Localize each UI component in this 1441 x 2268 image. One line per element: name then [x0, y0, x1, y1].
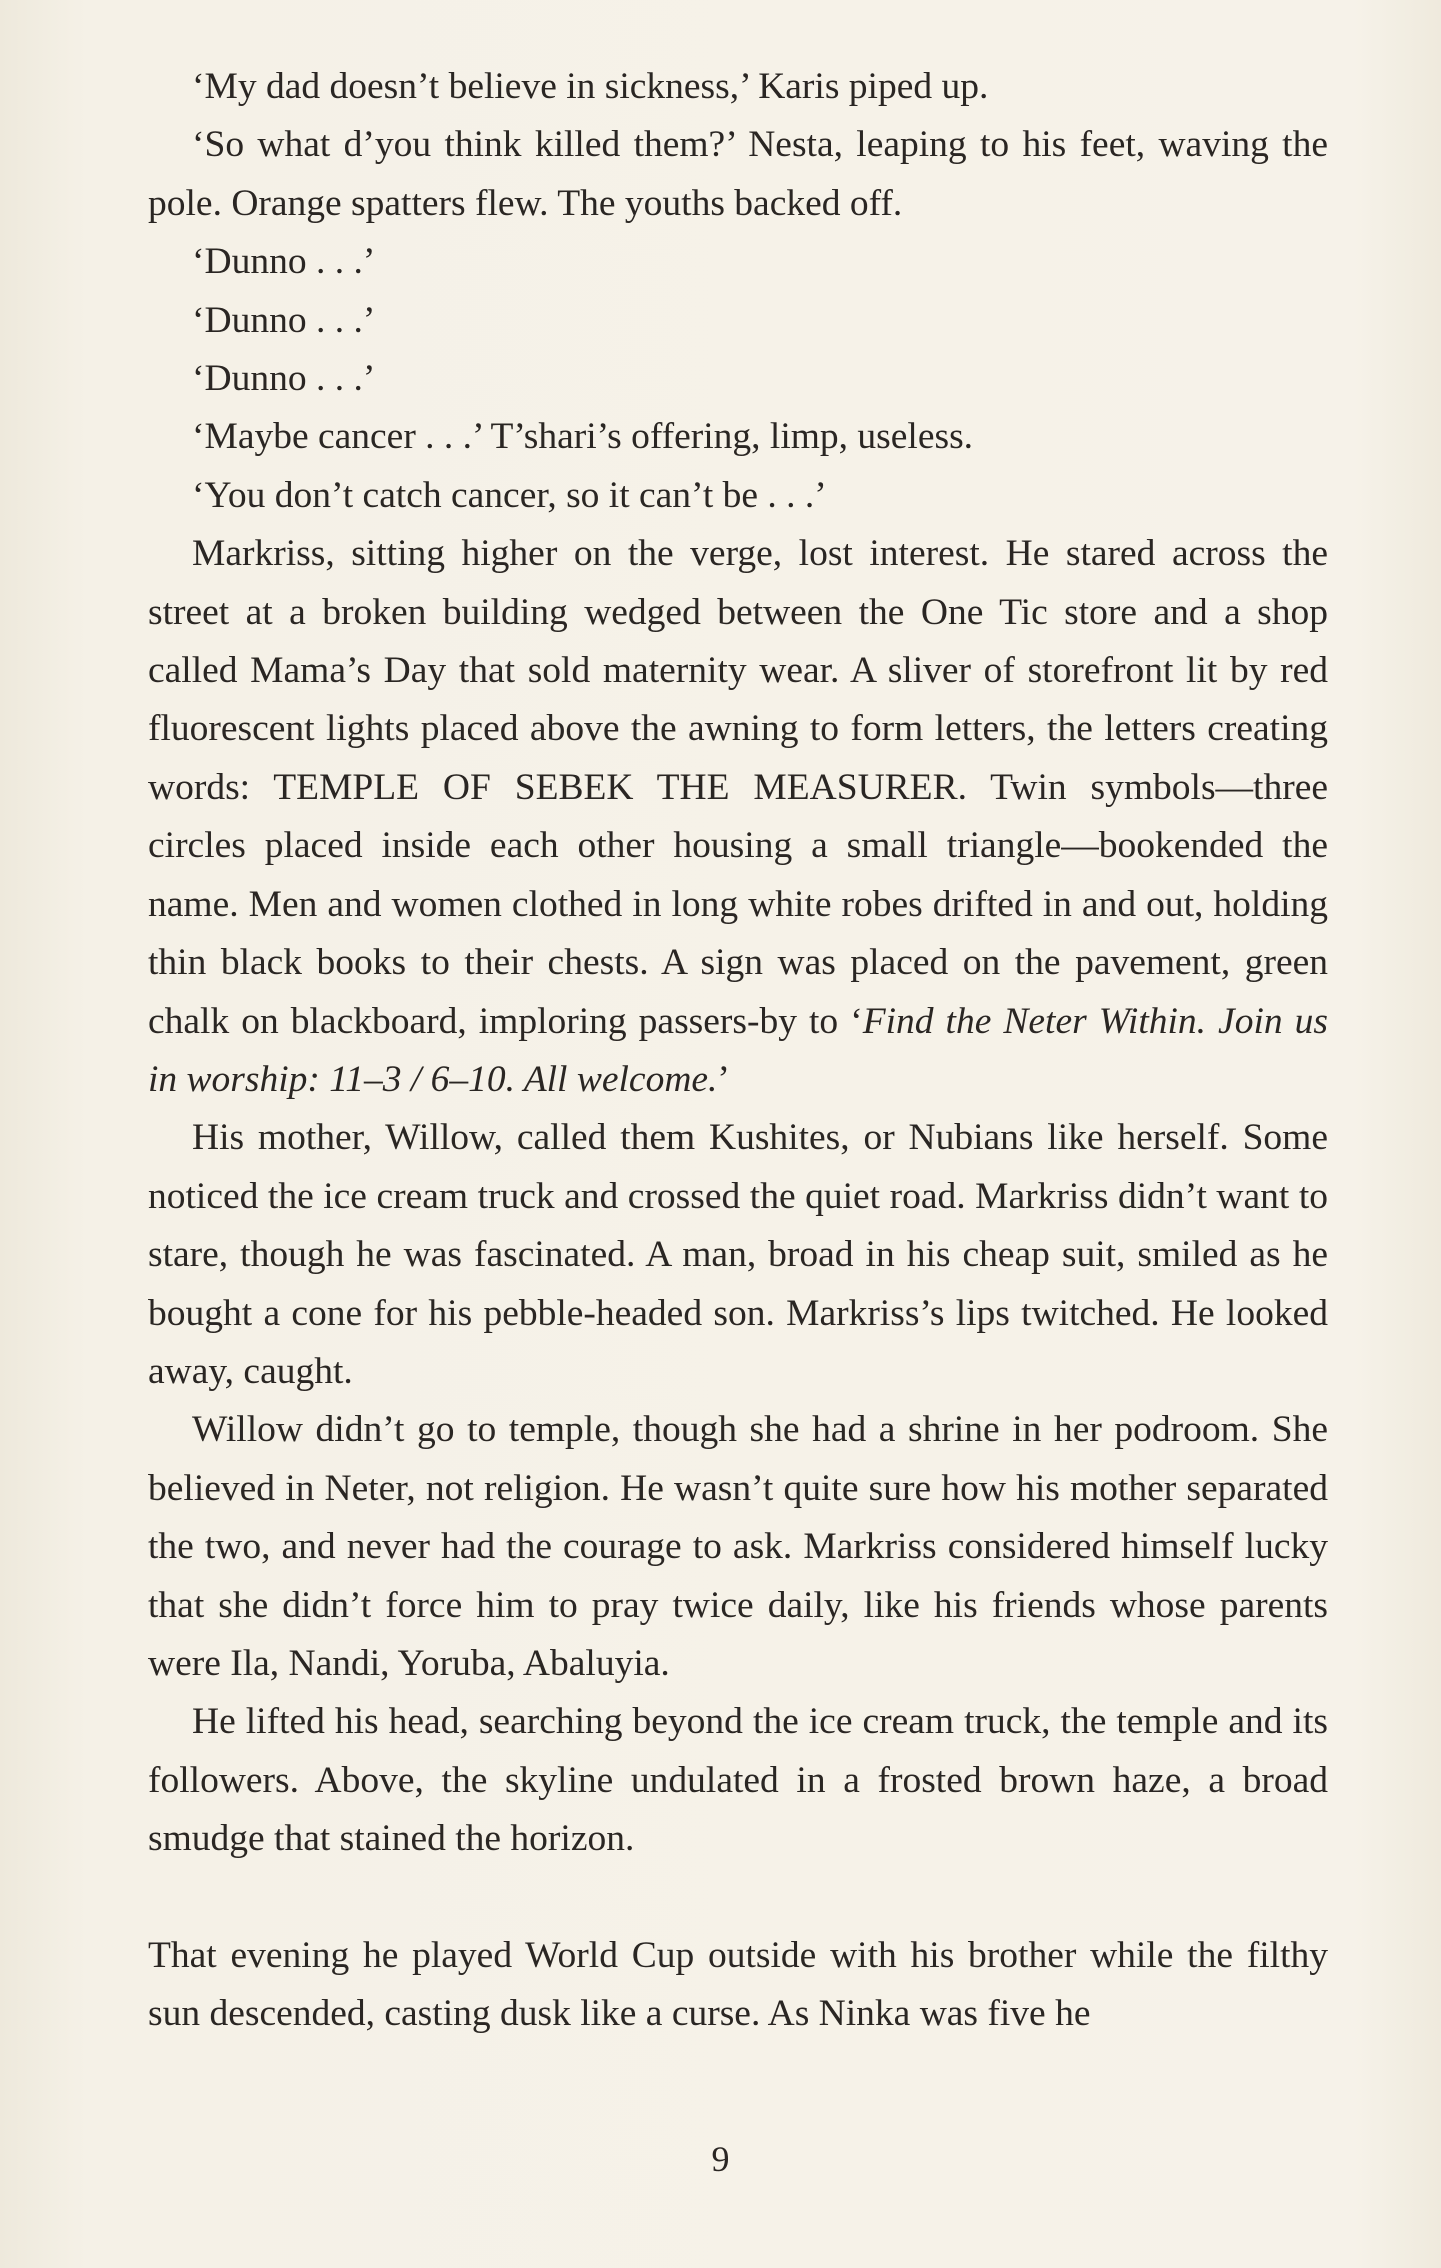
paragraph-willow-temple: Willow didn’t go to temple, though she had a shrine in her podroom. She believed in Neter, not religion. He wasn’t quite sure how his mother separated the two, and never had the courage to ask. Markriss considered himself lucky that she didn’t force him to pray twice daily, like his friends whose parents were Ila, Nandi, Yoruba, Abaluyia.	[148, 1409, 1328, 1684]
paragraph-skyline: He lifted his head, searching beyond the ice cream truck, the temple and its followers. Above, the skyline undulated in a frosted brown haze, a broad smudge that stained the horizon.	[148, 1701, 1328, 1860]
paragraph-dialogue-tshari: ‘Maybe cancer . . .’ T’shari’s offering, limp, useless.	[192, 416, 974, 458]
paragraph-willow-kushites: His mother, Willow, called them Kushites, or Nubians like herself. Some noticed the ice cream truck and crossed the quiet road. Markriss didn’t want to stare, though he was fascinated. A man, broad in his cheap suit, smiled as he bought a cone for his pebble-headed son. Markriss’s lips twitched. He looked away, caught.	[148, 1117, 1328, 1392]
paragraph-dialogue-karis: ‘My dad doesn’t believe in sickness,’ Karis piped up.	[192, 66, 989, 107]
body-text	[148, 58, 1328, 2043]
paragraph-evening: That evening he played World Cup outside with his brother while the filthy sun descended, casting dusk like a curse. As Ninka was five he	[148, 1934, 1328, 2034]
paragraph-dialogue-dunno-1: ‘Dunno . . .’	[192, 241, 376, 283]
temple-text-after: ’	[717, 1058, 730, 1100]
paragraph-dialogue-nesta: ‘So what d’you think killed them?’ Nesta, leaping to his feet, waving the pole. Orange spatters flew. The youths backed off.	[148, 124, 1328, 224]
paragraph-dialogue-dunno-3: ‘Dunno . . .’	[192, 358, 376, 400]
paragraph-dialogue-cancer: ‘You don’t catch cancer, so it can’t be . . .’	[192, 474, 827, 516]
temple-text-before: Markriss, sitting higher on the verge, lost interest. He stared across the street at a broken building wedged between the One Tic store and a shop called Mama’s Day that sold maternity wear. A sliver of storefront lit by red fluorescent lights placed above the awning to form letters, the letters creating words: TEMPLE OF SEBEK THE MEASURER. Twin symbols—three circles placed inside each other housing a small triangle—bookended the name. Men and women clothed in long white robes drifted in and out, holding thin black books to their chests. A sign was placed on the pavement, green chalk on blackboard, imploring passers-by to ‘	[148, 533, 1328, 1042]
paragraph-temple	[148, 525, 1328, 1109]
temple-sign-italic: Find the Neter Within. Join us in worship: 11–3 / 6–10. All welcome.	[148, 1000, 1328, 1100]
page-number: 9	[711, 2139, 730, 2179]
paragraph-dialogue-dunno-2: ‘Dunno . . .’	[192, 299, 376, 341]
